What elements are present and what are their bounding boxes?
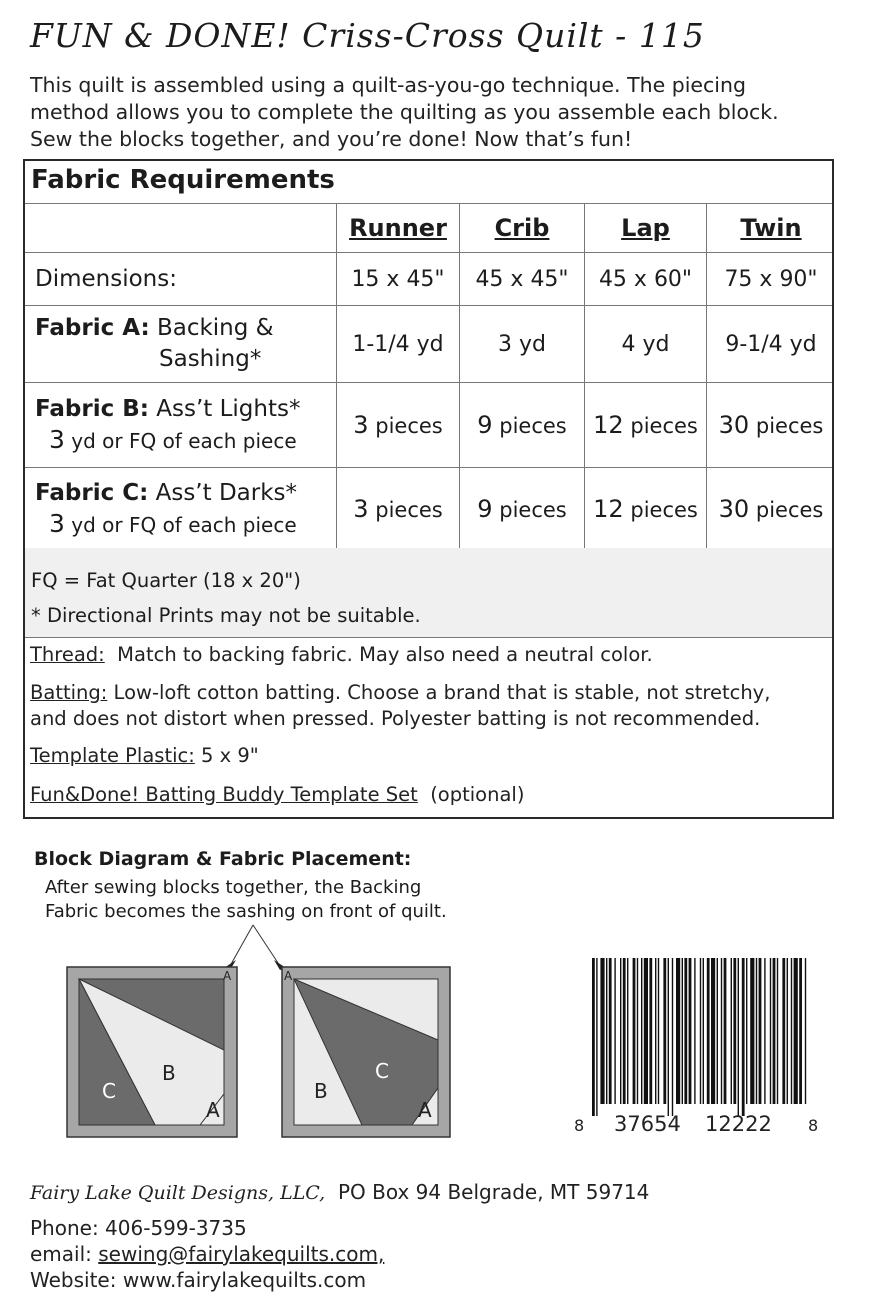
barcode (570, 956, 830, 1138)
table-cell: 3 yd (460, 306, 585, 383)
barcode-bar (738, 958, 739, 1116)
barcode-bar (703, 958, 704, 1104)
header-runner: Runner (337, 204, 460, 253)
barcode-bar (694, 958, 695, 1104)
barcode-bar (724, 958, 727, 1104)
fabric-a-label: Fabric A: (35, 315, 150, 341)
fabric-c-sub-text: yd or FQ of each piece (71, 513, 297, 537)
label-a: A (206, 1098, 220, 1122)
barcode-bar (609, 958, 612, 1104)
thread-label: Thread: (30, 643, 105, 666)
email-line (30, 1242, 384, 1266)
company-name: Fairy Lake Quilt Designs, LLC, (30, 1182, 326, 1204)
buddy-label: Fun&Done! Batting Buddy Template Set (30, 783, 418, 806)
fabric-notes (25, 548, 832, 638)
table-cell: 45 x 60" (585, 253, 707, 306)
barcode-bar (641, 958, 642, 1104)
table-cell: 30 pieces (707, 383, 835, 468)
intro-line: method allows you to complete the quilting as you assemble each block. (30, 100, 779, 124)
fabric-b-sub-number: 3 (49, 425, 65, 454)
batting-label: Batting: (30, 681, 108, 704)
barcode-bar (644, 958, 648, 1104)
label-b: B (162, 1061, 176, 1085)
barcode-bar (777, 958, 778, 1104)
website: Website: www.fairylakequilts.com (30, 1268, 367, 1292)
table-cell: 9 pieces (460, 383, 585, 468)
label-a-corner: A (223, 969, 232, 983)
barcode-bar (759, 958, 762, 1104)
barcode-bar (721, 958, 722, 1104)
barcode-bar (633, 958, 636, 1104)
requirements-table (24, 203, 834, 551)
label-c: C (375, 1059, 389, 1083)
fabric-c-sub-number: 3 (49, 509, 65, 538)
page-title: FUN & DONE! Criss-Cross Quilt - 115 (30, 16, 705, 55)
barcode-bar (746, 958, 747, 1104)
barcode-bar (600, 958, 604, 1104)
thread-line: Thread: Match to backing fabric. May also need a neutral color. (30, 643, 653, 666)
barcode-bar (799, 958, 802, 1104)
barcode-bar (750, 958, 754, 1104)
barcode-bar (684, 958, 687, 1104)
barcode-bar (707, 958, 710, 1104)
intro-paragraph (30, 72, 850, 153)
fabric-b-label: Fabric B: (35, 396, 149, 422)
barcode-bar (637, 958, 638, 1104)
email-label: email: (30, 1242, 92, 1266)
barcode-bar (663, 958, 666, 1104)
fabric-requirements-box (23, 159, 834, 819)
barcode-bar (794, 958, 798, 1104)
barcode-bar (733, 958, 736, 1104)
barcode-bar (623, 958, 626, 1104)
barcode-bar (672, 958, 673, 1116)
batting-line: Batting: Low-loft cotton batting. Choose a brand that is stable, not stretchy, (30, 681, 771, 704)
fabric-b-desc: Ass’t Lights* (156, 396, 301, 422)
barcode-right-group: 12222 (705, 1112, 772, 1136)
barcode-bar (717, 958, 718, 1104)
fabric-a-desc-2: Sashing* (159, 346, 262, 372)
address: PO Box 94 Belgrade, MT 59714 (337, 1180, 650, 1204)
barcode-bar (655, 958, 656, 1104)
fabric-a-desc: Backing & (156, 315, 274, 341)
header-lap: Lap (585, 204, 707, 253)
table-cell: 45 x 45" (460, 253, 585, 306)
barcode-left-digit: 8 (574, 1116, 585, 1135)
table-cell: 75 x 90" (707, 253, 835, 306)
barcode-bar (649, 958, 652, 1104)
barcode-bar (791, 958, 792, 1104)
intro-line: This quilt is assembled using a quilt-as-you-go technique. The piecing (30, 73, 747, 97)
barcode-left-group: 37654 (614, 1112, 681, 1136)
diagram-line: Fabric becomes the sashing on front of quilt. (45, 901, 447, 922)
barcode-bar (676, 958, 680, 1104)
table-cell: 3 pieces (337, 383, 460, 468)
barcode-bars (592, 958, 806, 1116)
barcode-bar (606, 958, 607, 1104)
header-twin: Twin (707, 204, 835, 253)
diagram-title: Block Diagram & Fabric Placement: (34, 848, 412, 870)
fabric-c-label: Fabric C: (35, 480, 149, 506)
diagram-line: After sewing blocks together, the Backing (45, 877, 422, 898)
table-cell: 15 x 45" (337, 253, 460, 306)
table-cell: 9 pieces (460, 468, 585, 551)
barcode-bar (711, 958, 715, 1104)
barcode-bar (700, 958, 701, 1104)
table-row-fabric-c (25, 468, 835, 551)
barcode-bar (596, 958, 597, 1116)
table-cell: 1-1/4 yd (337, 306, 460, 383)
label-a: A (418, 1098, 432, 1122)
label-c: C (102, 1079, 116, 1103)
dimensions-label: Dimensions: (35, 265, 177, 292)
fabric-b-sub-text: yd or FQ of each piece (71, 429, 297, 453)
barcode-bar (773, 958, 776, 1104)
barcode-bar (756, 958, 757, 1104)
template-line: Template Plastic: 5 x 9" (30, 744, 259, 767)
barcode-bar (787, 958, 788, 1104)
barcode-bar (668, 958, 669, 1116)
fq-note: FQ = Fat Quarter (18 x 20") (31, 569, 301, 592)
table-row-fabric-a (25, 306, 835, 383)
table-cell: 12 pieces (585, 383, 707, 468)
barcode-bar (805, 958, 806, 1104)
intro-line: Sew the blocks together, and you’re done! Now that’s fun! (30, 127, 633, 151)
table-cell: 30 pieces (707, 468, 835, 551)
fabric-c-desc: Ass’t Darks* (155, 480, 298, 506)
email-link[interactable]: sewing@fairylakequilts.com, (98, 1242, 385, 1266)
barcode-bar (782, 958, 785, 1104)
barcode-bar (731, 958, 732, 1104)
table-cell: 3 pieces (337, 468, 460, 551)
template-label: Template Plastic: (30, 744, 195, 767)
table-header-row (25, 204, 835, 253)
label-a-corner: A (284, 969, 293, 983)
barcode-bar (764, 958, 765, 1104)
company-line (30, 1180, 649, 1204)
barcode-bar (742, 958, 745, 1116)
diagram-description (45, 876, 447, 924)
phone: Phone: 406-599-3735 (30, 1216, 247, 1240)
table-cell: 12 pieces (585, 468, 707, 551)
table-cell: 4 yd (585, 306, 707, 383)
barcode-bar (658, 958, 659, 1104)
barcode-bar (620, 958, 621, 1104)
block-diagram (60, 920, 460, 1140)
header-empty-cell (25, 204, 337, 253)
buddy-line: Fun&Done! Batting Buddy Template Set (optional) (30, 783, 525, 806)
label-b: B (314, 1079, 328, 1103)
barcode-bar (592, 958, 595, 1116)
barcode-bar (614, 958, 615, 1104)
directional-note: * Directional Prints may not be suitable. (31, 604, 421, 627)
barcode-bar (770, 958, 771, 1104)
barcode-bar (689, 958, 692, 1104)
arrow-icon (230, 925, 280, 966)
fabric-requirements-heading: Fabric Requirements (31, 165, 335, 195)
header-crib: Crib (460, 204, 585, 253)
table-row-dimensions (25, 253, 835, 306)
batting-line-2: and does not distort when pressed. Polyester batting is not recommended. (30, 707, 761, 730)
table-cell: 9-1/4 yd (707, 306, 835, 383)
barcode-bar (682, 958, 683, 1104)
barcode-bar (627, 958, 628, 1104)
barcode-right-digit: 8 (808, 1116, 819, 1135)
table-row-fabric-b (25, 383, 835, 468)
